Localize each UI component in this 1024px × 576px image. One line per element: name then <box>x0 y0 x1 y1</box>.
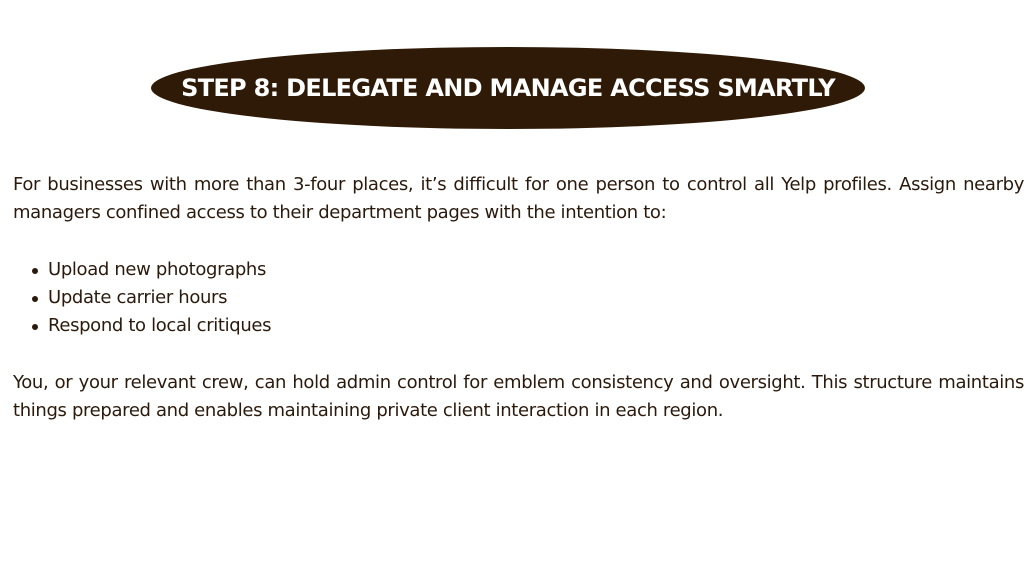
bullet-item <box>13 312 271 340</box>
bullet-text: Update carrier hours <box>48 287 228 308</box>
closing-paragraph: You, or your relevant crew, can hold admin control for emblem consistency and oversight. This structure maintains things prepared and enables maintaining private client interaction in each region. <box>13 372 1024 421</box>
bullet-item <box>13 256 271 284</box>
bullet-text: Upload new photographs <box>48 259 267 280</box>
title-banner <box>151 47 865 129</box>
bullet-icon <box>32 296 38 302</box>
bullet-item <box>13 284 271 312</box>
page-title: STEP 8: DELEGATE AND MANAGE ACCESS SMARTLY <box>181 74 835 102</box>
intro-paragraph: For businesses with more than 3-four places, it’s difficult for one person to control all Yelp profiles. Assign nearby managers confined access to their department pages with the intention to: <box>13 174 1024 223</box>
bullet-list <box>13 256 271 340</box>
bullet-text: Respond to local critiques <box>48 315 272 336</box>
bullet-icon <box>32 324 38 330</box>
bullet-icon <box>32 268 38 274</box>
